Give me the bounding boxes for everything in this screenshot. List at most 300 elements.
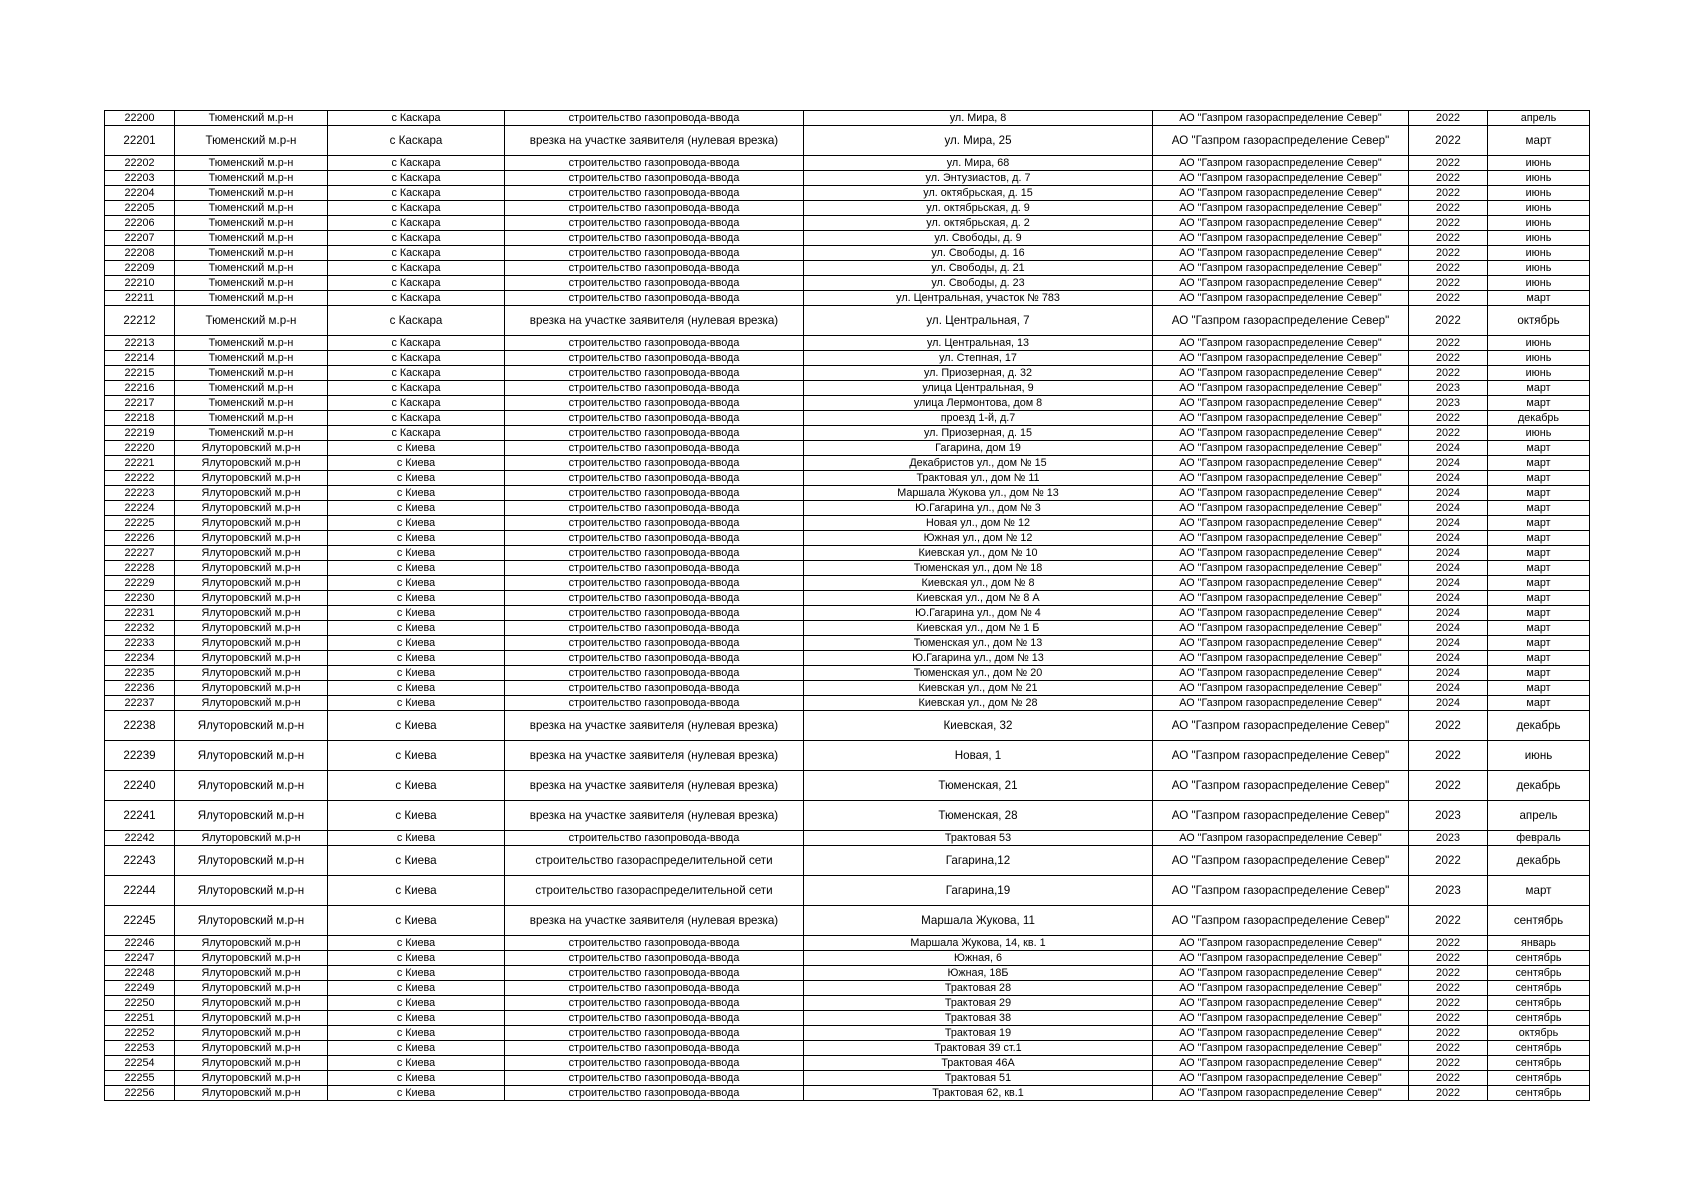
table-row <box>105 351 1590 366</box>
cell-district: Ялуторовский м.р-н <box>175 501 328 516</box>
table-row <box>105 981 1590 996</box>
table-row <box>105 201 1590 216</box>
cell-work-type: строительство газопровода-ввода <box>505 591 804 606</box>
cell-settlement: с Киева <box>328 951 505 966</box>
cell-address: ул. Мира, 25 <box>804 126 1153 156</box>
cell-address: ул. Свободы, д. 21 <box>804 261 1153 276</box>
cell-year: 2022 <box>1409 906 1488 936</box>
cell-contractor: АО "Газпром газораспределение Север" <box>1153 291 1409 306</box>
cell-row-number: 22234 <box>105 651 175 666</box>
table-row <box>105 1056 1590 1071</box>
table-row <box>105 711 1590 741</box>
table-row <box>105 831 1590 846</box>
cell-settlement: с Киева <box>328 591 505 606</box>
table-row <box>105 216 1590 231</box>
cell-settlement: с Киева <box>328 1026 505 1041</box>
cell-settlement: с Киева <box>328 651 505 666</box>
cell-month: июнь <box>1488 231 1590 246</box>
cell-settlement: с Киева <box>328 801 505 831</box>
cell-row-number: 22247 <box>105 951 175 966</box>
cell-district: Ялуторовский м.р-н <box>175 471 328 486</box>
cell-work-type: строительство газопровода-ввода <box>505 336 804 351</box>
cell-row-number: 22242 <box>105 831 175 846</box>
cell-work-type: строительство газопровода-ввода <box>505 996 804 1011</box>
cell-settlement: с Каскара <box>328 201 505 216</box>
cell-address: Тюменская ул., дом № 20 <box>804 666 1153 681</box>
cell-row-number: 22233 <box>105 636 175 651</box>
cell-contractor: АО "Газпром газораспределение Север" <box>1153 516 1409 531</box>
cell-month: март <box>1488 606 1590 621</box>
cell-year: 2024 <box>1409 681 1488 696</box>
cell-settlement: с Киева <box>328 1056 505 1071</box>
cell-row-number: 22201 <box>105 126 175 156</box>
cell-district: Тюменский м.р-н <box>175 411 328 426</box>
cell-settlement: с Киева <box>328 456 505 471</box>
cell-district: Тюменский м.р-н <box>175 396 328 411</box>
cell-row-number: 22237 <box>105 696 175 711</box>
cell-year: 2022 <box>1409 741 1488 771</box>
cell-year: 2022 <box>1409 1071 1488 1086</box>
cell-work-type: строительство газопровода-ввода <box>505 366 804 381</box>
cell-work-type: строительство газопровода-ввода <box>505 411 804 426</box>
cell-work-type: строительство газопровода-ввода <box>505 606 804 621</box>
table-row <box>105 651 1590 666</box>
cell-row-number: 22253 <box>105 1041 175 1056</box>
cell-contractor: АО "Газпром газораспределение Север" <box>1153 381 1409 396</box>
cell-district: Ялуторовский м.р-н <box>175 846 328 876</box>
table-row <box>105 951 1590 966</box>
cell-row-number: 22227 <box>105 546 175 561</box>
cell-work-type: строительство газораспределительной сети <box>505 846 804 876</box>
cell-contractor: АО "Газпром газораспределение Север" <box>1153 396 1409 411</box>
cell-work-type: строительство газопровода-ввода <box>505 1071 804 1086</box>
cell-address: Киевская ул., дом № 8 <box>804 576 1153 591</box>
cell-contractor: АО "Газпром газораспределение Север" <box>1153 576 1409 591</box>
cell-work-type: строительство газопровода-ввода <box>505 621 804 636</box>
table-row <box>105 486 1590 501</box>
cell-work-type: строительство газораспределительной сети <box>505 876 804 906</box>
cell-district: Тюменский м.р-н <box>175 366 328 381</box>
cell-year: 2024 <box>1409 666 1488 681</box>
cell-row-number: 22212 <box>105 306 175 336</box>
cell-row-number: 22215 <box>105 366 175 381</box>
table-row <box>105 771 1590 801</box>
cell-work-type: строительство газопровода-ввода <box>505 501 804 516</box>
table-row <box>105 906 1590 936</box>
cell-settlement: с Киева <box>328 666 505 681</box>
cell-row-number: 22238 <box>105 711 175 741</box>
cell-month: март <box>1488 576 1590 591</box>
cell-address: Декабристов ул., дом № 15 <box>804 456 1153 471</box>
cell-contractor: АО "Газпром газораспределение Север" <box>1153 531 1409 546</box>
cell-district: Ялуторовский м.р-н <box>175 576 328 591</box>
cell-year: 2022 <box>1409 216 1488 231</box>
cell-address: Ю.Гагарина ул., дом № 3 <box>804 501 1153 516</box>
cell-row-number: 22236 <box>105 681 175 696</box>
cell-contractor: АО "Газпром газораспределение Север" <box>1153 741 1409 771</box>
cell-work-type: строительство газопровода-ввода <box>505 261 804 276</box>
cell-work-type: строительство газопровода-ввода <box>505 471 804 486</box>
cell-contractor: АО "Газпром газораспределение Север" <box>1153 591 1409 606</box>
cell-month: сентябрь <box>1488 1071 1590 1086</box>
cell-settlement: с Каскара <box>328 336 505 351</box>
table-row <box>105 1041 1590 1056</box>
cell-settlement: с Каскара <box>328 411 505 426</box>
cell-settlement: с Каскара <box>328 291 505 306</box>
cell-contractor: АО "Газпром газораспределение Север" <box>1153 1056 1409 1071</box>
cell-contractor: АО "Газпром газораспределение Север" <box>1153 831 1409 846</box>
cell-contractor: АО "Газпром газораспределение Север" <box>1153 636 1409 651</box>
cell-row-number: 22217 <box>105 396 175 411</box>
cell-row-number: 22231 <box>105 606 175 621</box>
cell-row-number: 22213 <box>105 336 175 351</box>
cell-row-number: 22205 <box>105 201 175 216</box>
cell-year: 2022 <box>1409 231 1488 246</box>
table-row <box>105 261 1590 276</box>
cell-year: 2024 <box>1409 471 1488 486</box>
cell-row-number: 22243 <box>105 846 175 876</box>
cell-work-type: строительство газопровода-ввода <box>505 246 804 261</box>
cell-work-type: строительство газопровода-ввода <box>505 696 804 711</box>
cell-row-number: 22226 <box>105 531 175 546</box>
cell-work-type: врезка на участке заявителя (нулевая врезка) <box>505 906 804 936</box>
cell-year: 2022 <box>1409 936 1488 951</box>
cell-district: Тюменский м.р-н <box>175 261 328 276</box>
cell-month: январь <box>1488 936 1590 951</box>
cell-work-type: строительство газопровода-ввода <box>505 951 804 966</box>
cell-settlement: с Каскара <box>328 396 505 411</box>
cell-settlement: с Каскара <box>328 261 505 276</box>
cell-contractor: АО "Газпром газораспределение Север" <box>1153 651 1409 666</box>
cell-district: Тюменский м.р-н <box>175 111 328 126</box>
cell-district: Ялуторовский м.р-н <box>175 681 328 696</box>
cell-contractor: АО "Газпром газораспределение Север" <box>1153 456 1409 471</box>
cell-work-type: строительство газопровода-ввода <box>505 981 804 996</box>
cell-contractor: АО "Газпром газораспределение Север" <box>1153 126 1409 156</box>
cell-district: Ялуторовский м.р-н <box>175 711 328 741</box>
cell-contractor: АО "Газпром газораспределение Север" <box>1153 606 1409 621</box>
cell-contractor: АО "Газпром газораспределение Север" <box>1153 486 1409 501</box>
cell-month: март <box>1488 636 1590 651</box>
cell-month: март <box>1488 681 1590 696</box>
cell-address: ул. Центральная, 13 <box>804 336 1153 351</box>
cell-month: июнь <box>1488 426 1590 441</box>
cell-district: Тюменский м.р-н <box>175 351 328 366</box>
cell-district: Тюменский м.р-н <box>175 336 328 351</box>
cell-row-number: 22255 <box>105 1071 175 1086</box>
cell-year: 2024 <box>1409 501 1488 516</box>
cell-work-type: строительство газопровода-ввода <box>505 201 804 216</box>
cell-row-number: 22224 <box>105 501 175 516</box>
cell-work-type: врезка на участке заявителя (нулевая врезка) <box>505 711 804 741</box>
cell-month: октябрь <box>1488 1026 1590 1041</box>
cell-contractor: АО "Газпром газораспределение Север" <box>1153 336 1409 351</box>
cell-year: 2024 <box>1409 606 1488 621</box>
cell-month: июнь <box>1488 276 1590 291</box>
cell-district: Тюменский м.р-н <box>175 216 328 231</box>
cell-work-type: строительство газопровода-ввода <box>505 291 804 306</box>
cell-month: сентябрь <box>1488 1041 1590 1056</box>
cell-address: проезд 1-й, д.7 <box>804 411 1153 426</box>
cell-row-number: 22211 <box>105 291 175 306</box>
cell-settlement: с Киева <box>328 1011 505 1026</box>
cell-address: Гагарина,12 <box>804 846 1153 876</box>
cell-work-type: строительство газопровода-ввода <box>505 276 804 291</box>
cell-settlement: с Каскара <box>328 126 505 156</box>
cell-address: ул. Энтузиастов, д. 7 <box>804 171 1153 186</box>
cell-settlement: с Киева <box>328 576 505 591</box>
cell-district: Тюменский м.р-н <box>175 171 328 186</box>
table-row <box>105 1026 1590 1041</box>
cell-year: 2022 <box>1409 981 1488 996</box>
cell-address: ул. Приозерная, д. 15 <box>804 426 1153 441</box>
cell-contractor: АО "Газпром газораспределение Север" <box>1153 261 1409 276</box>
cell-month: апрель <box>1488 111 1590 126</box>
cell-work-type: строительство газопровода-ввода <box>505 1011 804 1026</box>
cell-row-number: 22203 <box>105 171 175 186</box>
cell-settlement: с Киева <box>328 636 505 651</box>
cell-month: июнь <box>1488 171 1590 186</box>
cell-settlement: с Киева <box>328 561 505 576</box>
cell-contractor: АО "Газпром газораспределение Север" <box>1153 366 1409 381</box>
cell-contractor: АО "Газпром газораспределение Север" <box>1153 216 1409 231</box>
cell-row-number: 22248 <box>105 966 175 981</box>
cell-address: Тюменская ул., дом № 13 <box>804 636 1153 651</box>
cell-district: Ялуторовский м.р-н <box>175 876 328 906</box>
cell-district: Тюменский м.р-н <box>175 381 328 396</box>
cell-work-type: строительство газопровода-ввода <box>505 156 804 171</box>
cell-contractor: АО "Газпром газораспределение Север" <box>1153 306 1409 336</box>
cell-district: Ялуторовский м.р-н <box>175 1011 328 1026</box>
table-body <box>105 111 1590 1101</box>
cell-settlement: с Каскара <box>328 186 505 201</box>
cell-month: март <box>1488 591 1590 606</box>
cell-district: Ялуторовский м.р-н <box>175 621 328 636</box>
cell-address: Киевская ул., дом № 21 <box>804 681 1153 696</box>
cell-month: июнь <box>1488 156 1590 171</box>
cell-row-number: 22251 <box>105 1011 175 1026</box>
table-row <box>105 936 1590 951</box>
cell-district: Ялуторовский м.р-н <box>175 546 328 561</box>
cell-district: Тюменский м.р-н <box>175 276 328 291</box>
cell-month: июнь <box>1488 366 1590 381</box>
cell-row-number: 22214 <box>105 351 175 366</box>
cell-work-type: строительство газопровода-ввода <box>505 681 804 696</box>
cell-work-type: строительство газопровода-ввода <box>505 1041 804 1056</box>
cell-district: Ялуторовский м.р-н <box>175 441 328 456</box>
cell-district: Ялуторовский м.р-н <box>175 771 328 801</box>
cell-settlement: с Каскара <box>328 351 505 366</box>
cell-year: 2022 <box>1409 1026 1488 1041</box>
cell-settlement: с Киева <box>328 606 505 621</box>
cell-row-number: 22202 <box>105 156 175 171</box>
cell-work-type: врезка на участке заявителя (нулевая врезка) <box>505 741 804 771</box>
table-row <box>105 801 1590 831</box>
cell-month: февраль <box>1488 831 1590 846</box>
cell-work-type: строительство газопровода-ввода <box>505 966 804 981</box>
cell-month: июнь <box>1488 216 1590 231</box>
cell-year: 2022 <box>1409 201 1488 216</box>
cell-row-number: 22240 <box>105 771 175 801</box>
cell-work-type: строительство газопровода-ввода <box>505 426 804 441</box>
cell-district: Ялуторовский м.р-н <box>175 936 328 951</box>
table-row <box>105 531 1590 546</box>
cell-address: ул. Степная, 17 <box>804 351 1153 366</box>
cell-row-number: 22225 <box>105 516 175 531</box>
cell-settlement: с Киева <box>328 711 505 741</box>
cell-address: Тюменская, 28 <box>804 801 1153 831</box>
cell-month: сентябрь <box>1488 966 1590 981</box>
cell-month: март <box>1488 651 1590 666</box>
table-row <box>105 381 1590 396</box>
cell-settlement: с Киева <box>328 846 505 876</box>
cell-contractor: АО "Газпром газораспределение Север" <box>1153 966 1409 981</box>
cell-year: 2022 <box>1409 171 1488 186</box>
cell-address: Трактовая 29 <box>804 996 1153 1011</box>
cell-year: 2022 <box>1409 336 1488 351</box>
cell-work-type: строительство газопровода-ввода <box>505 456 804 471</box>
cell-contractor: АО "Газпром газораспределение Север" <box>1153 201 1409 216</box>
cell-address: ул. октябрьская, д. 15 <box>804 186 1153 201</box>
cell-work-type: строительство газопровода-ввода <box>505 546 804 561</box>
cell-month: март <box>1488 666 1590 681</box>
cell-address: Киевская ул., дом № 28 <box>804 696 1153 711</box>
cell-contractor: АО "Газпром газораспределение Север" <box>1153 351 1409 366</box>
cell-contractor: АО "Газпром газораспределение Север" <box>1153 561 1409 576</box>
cell-month: апрель <box>1488 801 1590 831</box>
cell-settlement: с Каскара <box>328 426 505 441</box>
cell-year: 2022 <box>1409 126 1488 156</box>
cell-year: 2023 <box>1409 876 1488 906</box>
cell-month: июнь <box>1488 261 1590 276</box>
cell-month: март <box>1488 621 1590 636</box>
cell-month: июнь <box>1488 201 1590 216</box>
table-row <box>105 111 1590 126</box>
cell-address: Маршала Жукова ул., дом № 13 <box>804 486 1153 501</box>
table-row <box>105 621 1590 636</box>
cell-district: Тюменский м.р-н <box>175 126 328 156</box>
table-row <box>105 846 1590 876</box>
cell-district: Ялуторовский м.р-н <box>175 456 328 471</box>
cell-year: 2022 <box>1409 771 1488 801</box>
cell-contractor: АО "Газпром газораспределение Север" <box>1153 981 1409 996</box>
cell-settlement: с Киева <box>328 831 505 846</box>
cell-address: Трактовая 51 <box>804 1071 1153 1086</box>
cell-work-type: врезка на участке заявителя (нулевая врезка) <box>505 126 804 156</box>
cell-address: Трактовая 28 <box>804 981 1153 996</box>
cell-settlement: с Киева <box>328 681 505 696</box>
cell-address: Ю.Гагарина ул., дом № 4 <box>804 606 1153 621</box>
cell-district: Ялуторовский м.р-н <box>175 1056 328 1071</box>
cell-row-number: 22249 <box>105 981 175 996</box>
cell-month: март <box>1488 456 1590 471</box>
cell-district: Тюменский м.р-н <box>175 246 328 261</box>
cell-year: 2023 <box>1409 801 1488 831</box>
cell-year: 2024 <box>1409 456 1488 471</box>
cell-district: Ялуторовский м.р-н <box>175 636 328 651</box>
cell-month: март <box>1488 876 1590 906</box>
cell-district: Тюменский м.р-н <box>175 291 328 306</box>
cell-district: Ялуторовский м.р-н <box>175 801 328 831</box>
cell-year: 2022 <box>1409 846 1488 876</box>
cell-work-type: строительство газопровода-ввода <box>505 561 804 576</box>
cell-contractor: АО "Газпром газораспределение Север" <box>1153 846 1409 876</box>
cell-settlement: с Киева <box>328 516 505 531</box>
cell-work-type: врезка на участке заявителя (нулевая врезка) <box>505 801 804 831</box>
table-row <box>105 696 1590 711</box>
cell-month: декабрь <box>1488 846 1590 876</box>
cell-settlement: с Каскара <box>328 306 505 336</box>
cell-work-type: строительство газопровода-ввода <box>505 111 804 126</box>
cell-month: март <box>1488 561 1590 576</box>
cell-contractor: АО "Газпром газораспределение Север" <box>1153 906 1409 936</box>
table-row <box>105 396 1590 411</box>
cell-row-number: 22223 <box>105 486 175 501</box>
table-row <box>105 246 1590 261</box>
cell-settlement: с Киева <box>328 441 505 456</box>
cell-month: март <box>1488 696 1590 711</box>
cell-contractor: АО "Газпром газораспределение Север" <box>1153 441 1409 456</box>
cell-address: Новая ул., дом № 12 <box>804 516 1153 531</box>
cell-month: март <box>1488 471 1590 486</box>
cell-row-number: 22218 <box>105 411 175 426</box>
cell-work-type: строительство газопровода-ввода <box>505 531 804 546</box>
table-row <box>105 126 1590 156</box>
cell-row-number: 22228 <box>105 561 175 576</box>
cell-row-number: 22239 <box>105 741 175 771</box>
cell-district: Ялуторовский м.р-н <box>175 561 328 576</box>
cell-row-number: 22221 <box>105 456 175 471</box>
cell-district: Ялуторовский м.р-н <box>175 1041 328 1056</box>
table-row <box>105 741 1590 771</box>
cell-district: Ялуторовский м.р-н <box>175 531 328 546</box>
cell-row-number: 22204 <box>105 186 175 201</box>
table-row <box>105 156 1590 171</box>
cell-address: Тюменская ул., дом № 18 <box>804 561 1153 576</box>
cell-settlement: с Киева <box>328 966 505 981</box>
cell-address: Южная, 6 <box>804 951 1153 966</box>
cell-year: 2024 <box>1409 651 1488 666</box>
cell-month: март <box>1488 516 1590 531</box>
cell-contractor: АО "Газпром газораспределение Север" <box>1153 411 1409 426</box>
cell-district: Ялуторовский м.р-н <box>175 1086 328 1101</box>
cell-month: июнь <box>1488 336 1590 351</box>
cell-district: Ялуторовский м.р-н <box>175 696 328 711</box>
cell-settlement: с Киева <box>328 531 505 546</box>
cell-contractor: АО "Газпром газораспределение Север" <box>1153 801 1409 831</box>
cell-work-type: строительство газопровода-ввода <box>505 1086 804 1101</box>
cell-work-type: строительство газопровода-ввода <box>505 516 804 531</box>
table-row <box>105 666 1590 681</box>
cell-settlement: с Киева <box>328 1071 505 1086</box>
cell-address: ул. Мира, 68 <box>804 156 1153 171</box>
table-row <box>105 516 1590 531</box>
cell-month: июнь <box>1488 741 1590 771</box>
cell-row-number: 22220 <box>105 441 175 456</box>
cell-month: март <box>1488 531 1590 546</box>
cell-year: 2022 <box>1409 1086 1488 1101</box>
cell-settlement: с Каскара <box>328 171 505 186</box>
cell-contractor: АО "Газпром газораспределение Север" <box>1153 471 1409 486</box>
cell-month: сентябрь <box>1488 951 1590 966</box>
cell-year: 2022 <box>1409 1011 1488 1026</box>
cell-month: сентябрь <box>1488 906 1590 936</box>
cell-year: 2022 <box>1409 261 1488 276</box>
table-row <box>105 186 1590 201</box>
cell-row-number: 22207 <box>105 231 175 246</box>
cell-year: 2024 <box>1409 576 1488 591</box>
cell-year: 2024 <box>1409 531 1488 546</box>
